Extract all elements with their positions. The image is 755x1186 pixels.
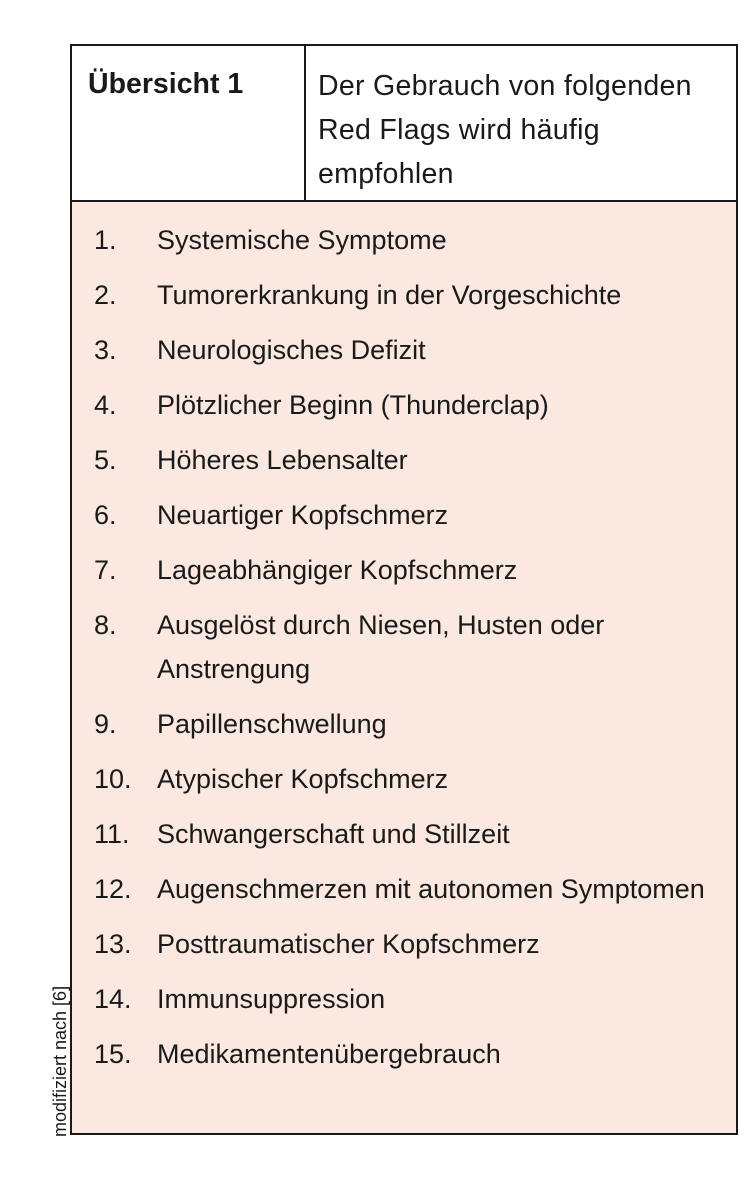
item-number: 7. [94,555,117,585]
item-number: 1. [94,225,117,255]
box-title: Der Gebrauch von folgenden Red Flags wird häufig empfohlen [318,70,692,191]
item-text: Höheres Lebensalter [157,445,408,475]
item-number: 15. [94,1039,132,1069]
list-item [94,867,726,911]
item-number: 13. [94,929,132,959]
item-text: Lageabhängiger Kopfschmerz [157,555,518,585]
list-item [94,548,726,592]
item-text: Augenschmerzen mit autonomen Symptomen [157,874,705,904]
list-item [94,603,726,691]
box-label: Übersicht 1 [72,46,306,200]
item-text: Atypischer Kopfschmerz [157,764,449,794]
item-text: Neuartiger Kopfschmerz [157,500,449,530]
item-number: 3. [94,335,117,365]
item-number: 6. [94,500,117,530]
list-item [94,702,726,746]
item-text: Systemische Symptome [157,225,447,255]
list-item [94,977,726,1021]
item-number: 10. [94,764,132,794]
item-number: 11. [94,819,130,849]
item-number: 8. [94,610,117,640]
item-number: 14. [94,984,132,1014]
list-item [94,273,726,317]
item-number: 2. [94,280,117,310]
item-text: Ausgelöst durch Niesen, Husten oder Anstrengung [157,610,605,684]
list-item [94,1032,726,1076]
list-item [94,383,726,427]
item-text: Plötzlicher Beginn (Thunderclap) [157,390,549,420]
list-item [94,757,726,801]
item-text: Immunsuppression [157,984,386,1014]
list-item [94,438,726,482]
list-item [94,328,726,372]
item-text: Tumorerkrankung in der Vorgeschichte [157,280,622,310]
item-number: 12. [94,874,132,904]
item-text: Neurologisches Defizit [157,335,426,365]
item-number: 4. [94,390,117,420]
overview-box [70,44,738,1135]
list-item [94,218,726,262]
list-item [94,922,726,966]
item-text: Schwangerschaft und Stillzeit [157,819,510,849]
item-number: 5. [94,445,117,475]
item-text: Papillenschwellung [157,709,387,739]
item-number: 9. [94,709,117,739]
red-flags-list [72,202,736,1076]
list-item [94,493,726,537]
source-note: modifiziert nach [6] [50,985,70,1137]
list-item [94,812,726,856]
item-text: Posttraumatischer Kopfschmerz [157,929,540,959]
box-header [72,46,736,202]
item-text: Medikamentenübergebrauch [157,1039,501,1069]
